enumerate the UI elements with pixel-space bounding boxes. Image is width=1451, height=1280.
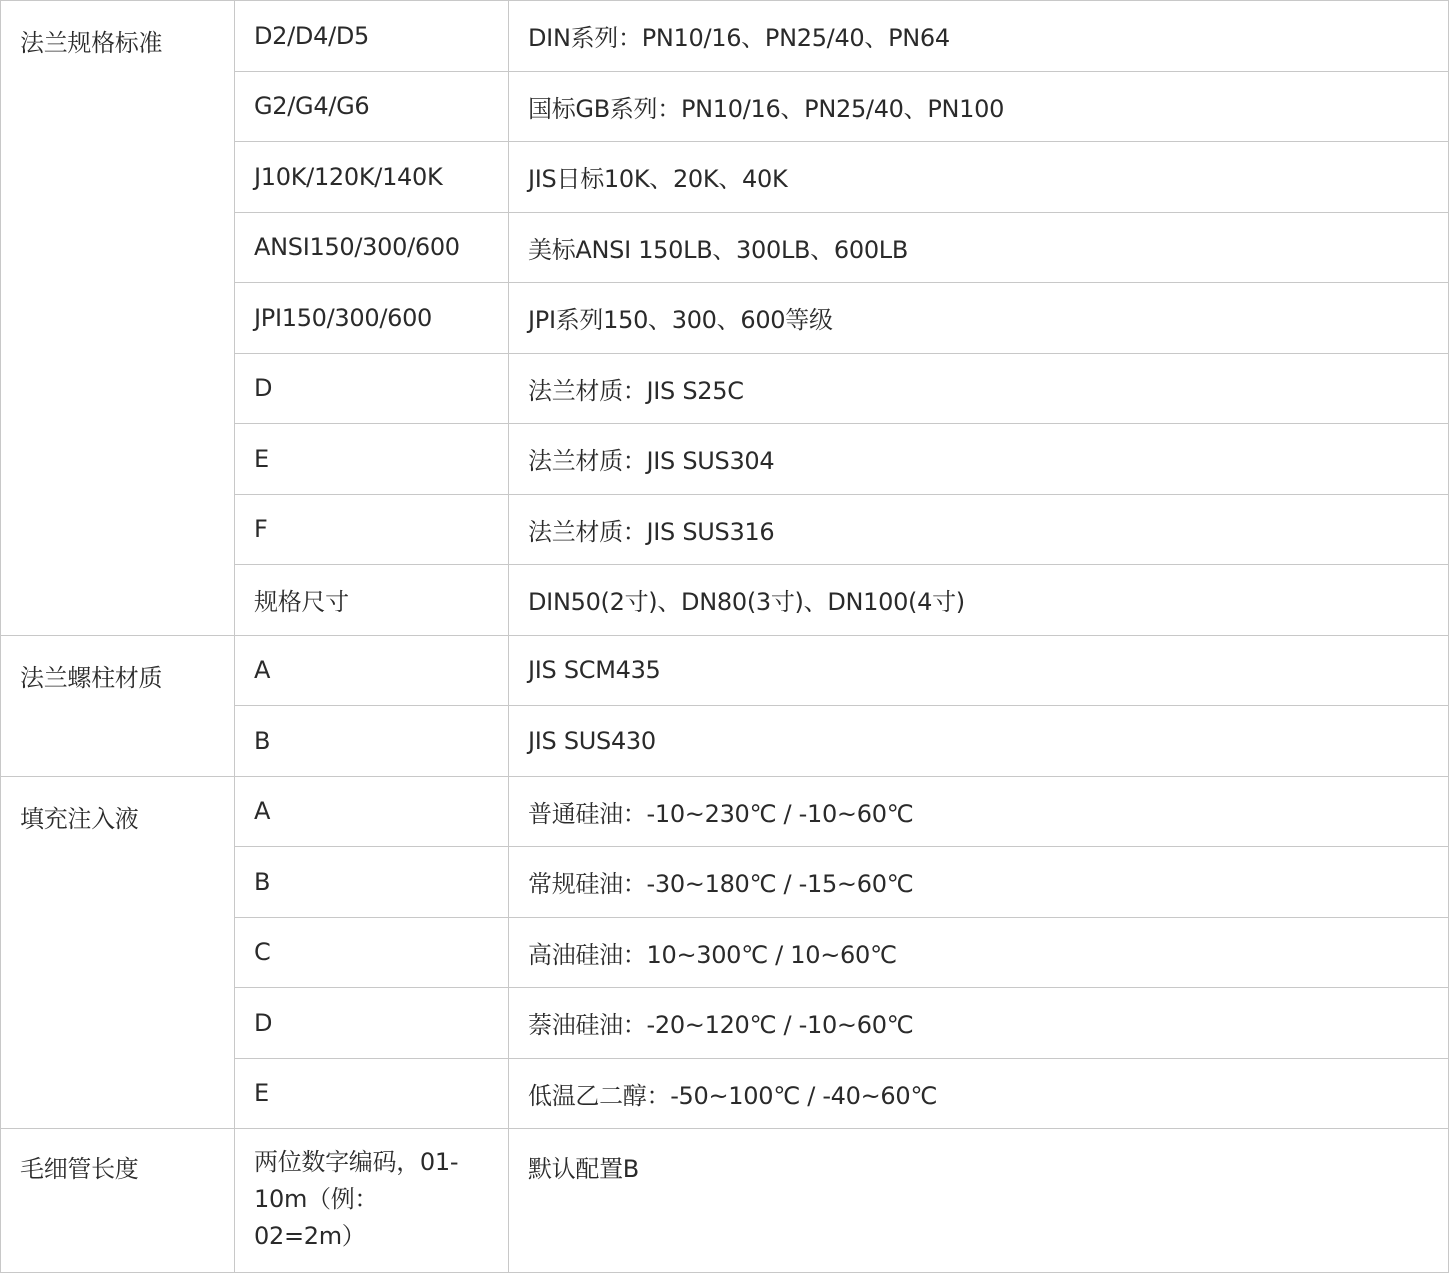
table-row [1,1129,1449,1273]
code-cell: E [235,424,509,495]
desc-cell: DIN系列：PN10/16、PN25/40、PN64 [509,1,1449,72]
code-cell: E [235,1058,509,1129]
code-cell: D [235,988,509,1059]
desc-cell: DIN50(2寸)、DN80(3寸)、DN100(4寸) [509,565,1449,636]
desc-cell: JPI系列150、300、600等级 [509,283,1449,354]
code-cell: B [235,847,509,918]
code-cell: 两位数字编码，01-10m（例：02=2m） [235,1129,509,1273]
desc-cell: 法兰材质：JIS SUS316 [509,494,1449,565]
code-cell: J10K/120K/140K [235,142,509,213]
desc-cell: JIS SCM435 [509,635,1449,706]
desc-cell: 法兰材质：JIS S25C [509,353,1449,424]
desc-cell: 萘油硅油：-20~120℃ / -10~60℃ [509,988,1449,1059]
table-row [1,635,1449,706]
desc-cell: 美标ANSI 150LB、300LB、600LB [509,212,1449,283]
desc-cell: 法兰材质：JIS SUS304 [509,424,1449,495]
desc-cell: 低温乙二醇：-50~100℃ / -40~60℃ [509,1058,1449,1129]
code-cell: F [235,494,509,565]
code-cell: A [235,776,509,847]
code-cell: ANSI150/300/600 [235,212,509,283]
desc-cell: JIS SUS430 [509,706,1449,777]
group-label-capillary-length: 毛细管长度 [1,1129,235,1273]
desc-cell: 国标GB系列：PN10/16、PN25/40、PN100 [509,71,1449,142]
desc-cell: 高油硅油：10~300℃ / 10~60℃ [509,917,1449,988]
desc-cell: 常规硅油：-30~180℃ / -15~60℃ [509,847,1449,918]
desc-cell: 普通硅油：-10~230℃ / -10~60℃ [509,776,1449,847]
table-row [1,1,1449,72]
table-row [1,776,1449,847]
code-cell: C [235,917,509,988]
code-cell: A [235,635,509,706]
code-cell: 规格尺寸 [235,565,509,636]
code-cell: D [235,353,509,424]
code-cell: D2/D4/D5 [235,1,509,72]
group-label-fill-fluid: 填充注入液 [1,776,235,1129]
code-cell: B [235,706,509,777]
code-cell: G2/G4/G6 [235,71,509,142]
desc-cell: JIS日标10K、20K、40K [509,142,1449,213]
code-cell: JPI150/300/600 [235,283,509,354]
group-label-flange-standard: 法兰规格标准 [1,1,235,636]
desc-cell: 默认配置B [509,1129,1449,1273]
group-label-bolt-material: 法兰螺柱材质 [1,635,235,776]
